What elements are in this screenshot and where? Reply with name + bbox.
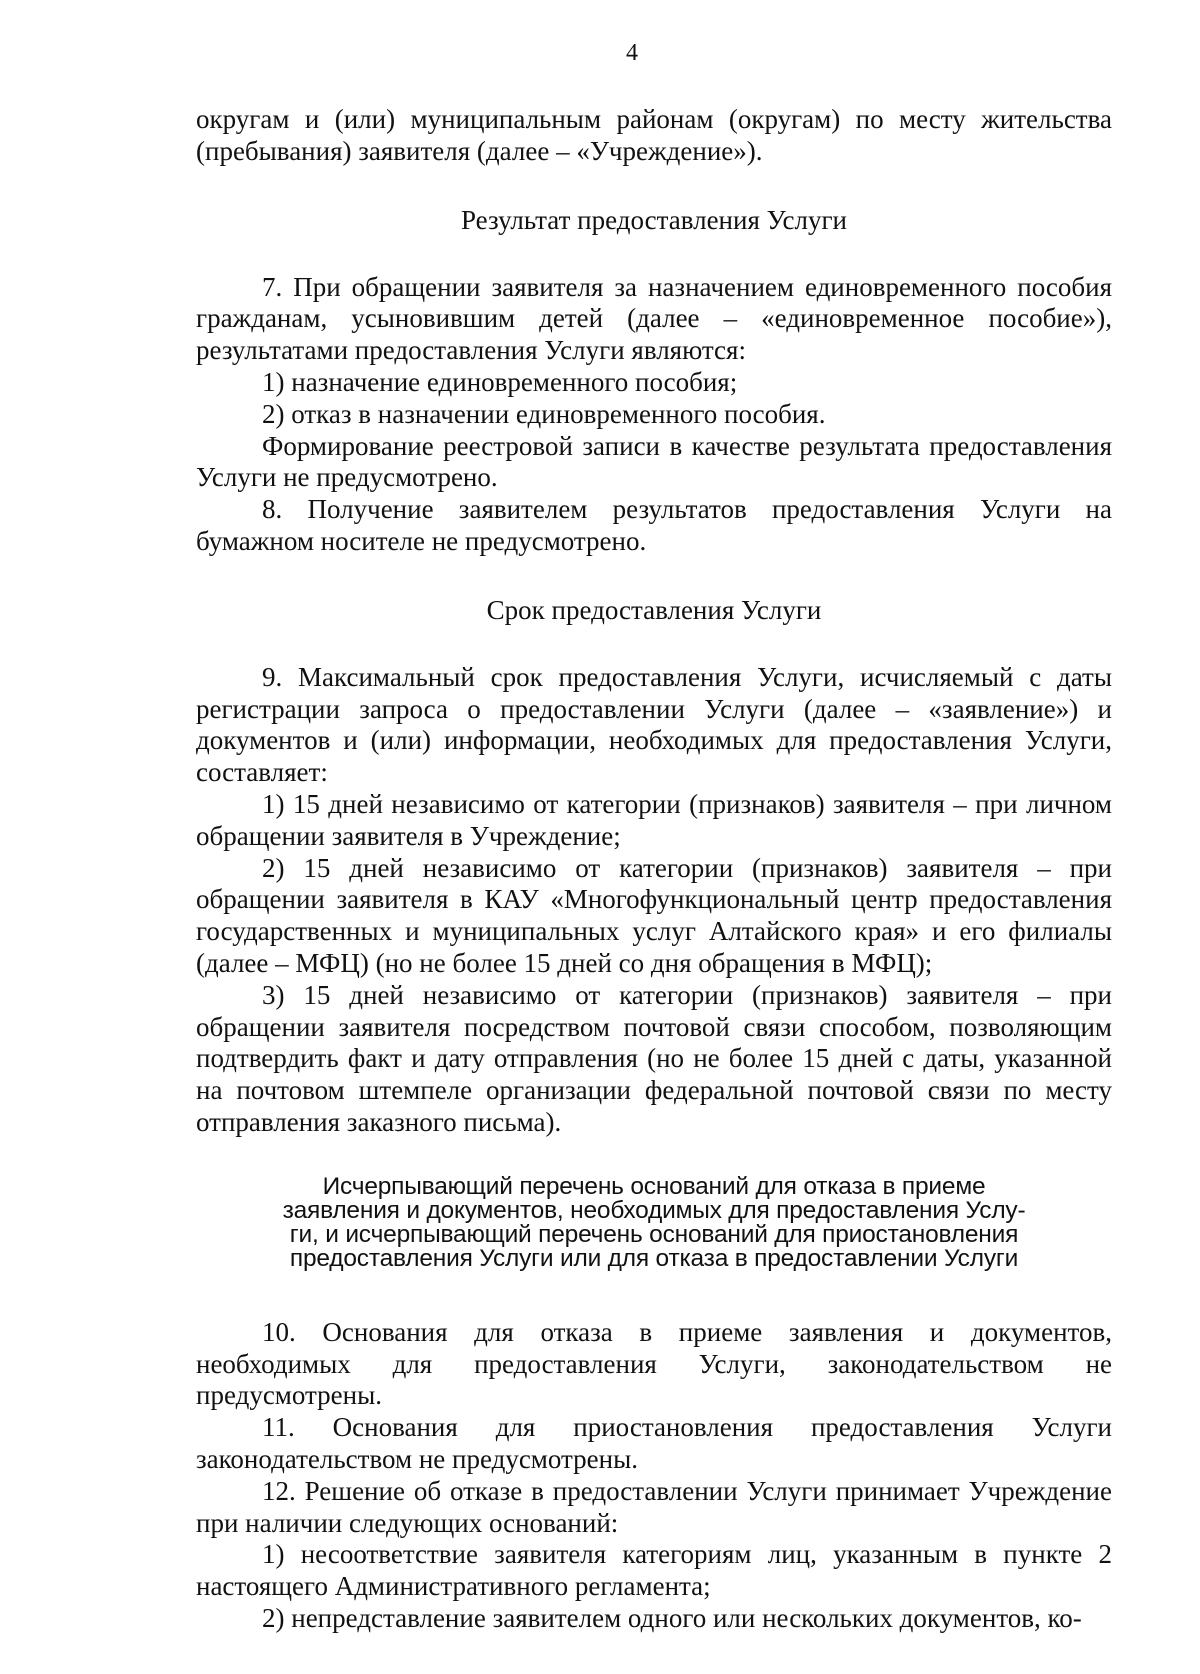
paragraph-12: 12. Решение об отказе в предоставлении Услуги принимает Учреждение при наличии следующих оснований: (196, 1475, 1112, 1538)
paragraph-intro: округам и (или) муниципальным районам (округам) по месту жительства (пребывания) заявителя (далее – «Учреждение»). (196, 104, 1112, 166)
section-heading-grounds-line: предоставления Услуги или для отказа в предоставлении Услуги (289, 1244, 1019, 1272)
paragraph-7-item-2: 2) отказ в назначении единовременного пособия. (262, 398, 826, 429)
paragraph-12-item-2: 2) непредставление заявителем одного или нескольких документов, ко- (262, 1602, 1082, 1633)
paragraph-10: 10. Основания для отказа в приеме заявления и документов, необходимых для предоставления Услуги, законодательством не предусмотрены. (196, 1316, 1112, 1411)
section-heading-term: Срок предоставления Услуги (486, 594, 822, 625)
page-number: 4 (626, 40, 638, 66)
paragraph-9: 9. Максимальный срок предоставления Услуги, исчисляемый с даты регистрации запроса о предоставлении Услуги (далее – «заявление») и документов и (или) информации, необходимых для предоставления Услуги, составляет: (196, 661, 1112, 788)
section-heading-grounds-line: Исчерпывающий перечень оснований для отказа в приеме (322, 1172, 986, 1200)
section-heading-grounds-line: заявления и документов, необходимых для предоставления Услу- (282, 1196, 1026, 1224)
paragraph-9-item-1: 1) 15 дней независимо от категории (признаков) заявителя – при личном обращении заявителя в Учреждение; (196, 788, 1112, 851)
paragraph-9-item-2: 2) 15 дней независимо от категории (признаков) заявителя – при обращении заявителя в КАУ «Многофункциональный центр предоставления государственных и муниципальных услуг Алтайского края» и его филиалы (далее – МФЦ) (но не более 15 дней со дня обращения в МФЦ); (196, 852, 1112, 978)
section-heading-grounds (196, 1172, 1112, 1272)
paragraph-7-item-1: 1) назначение единовременного пособия; (262, 366, 738, 397)
document-body (196, 104, 1112, 1635)
paragraph-11: 11. Основания для приостановления предоставления Услуги законодательством не предусмотрены. (196, 1412, 1112, 1474)
paragraph-12-item-1: 1) несоответствие заявителя категориям лиц, указанным в пункте 2 настоящего Административного регламента; (196, 1539, 1112, 1602)
paragraph-8: 8. Получение заявителем результатов предоставления Услуги на бумажном носителе не предусмотрено. (196, 494, 1112, 556)
section-heading-result: Результат предоставления Услуги (461, 204, 847, 235)
paragraph-9-item-3: 3) 15 дней независимо от категории (признаков) заявителя – при обращении заявителя посредством почтовой связи способом, позволяющим подтвердить факт и дату отправления (но не более 15 дней с даты, указанной на почтовом штемпеле организации федеральной почтовой связи по месту отправления заказного письма). (196, 979, 1112, 1137)
section-heading-grounds-line: ги, и исчерпывающий перечень оснований для приостановления (289, 1220, 1019, 1248)
paragraph-7: 7. При обращении заявителя за назначением единовременного пособия гражданам, усыновившим детей (далее – «единовременное пособие»), результатами предоставления Услуги являются: (196, 271, 1112, 366)
paragraph-7-note: Формирование реестровой записи в качестве результата предоставления Услуги не предусмотрено. (196, 430, 1112, 493)
